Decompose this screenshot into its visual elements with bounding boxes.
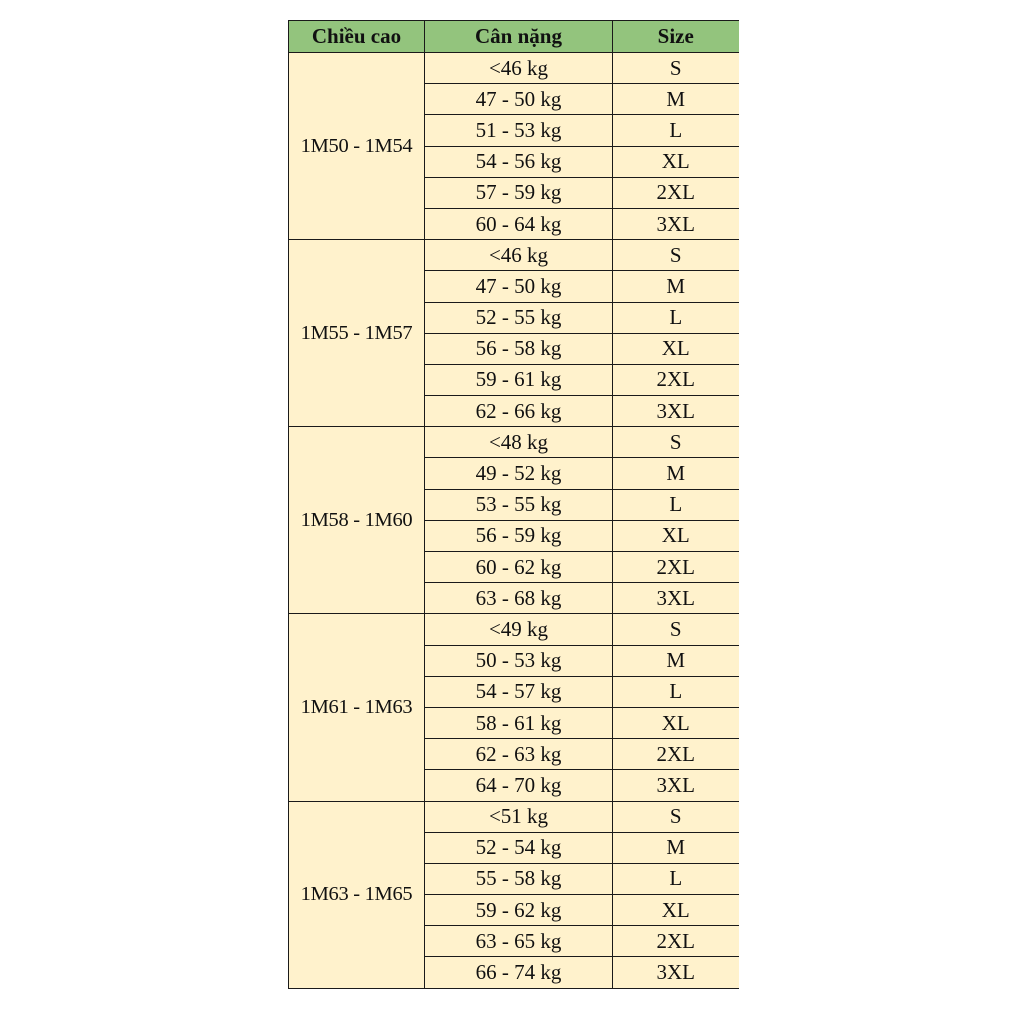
size-cell: 3XL: [613, 583, 739, 614]
size-cell: XL: [613, 333, 739, 364]
size-cell: 2XL: [613, 739, 739, 770]
size-cell: XL: [613, 146, 739, 177]
weight-cell: 54 - 57 kg: [425, 676, 613, 707]
size-cell: 2XL: [613, 552, 739, 583]
size-cell: M: [613, 458, 739, 489]
height-range-cell: 1M61 - 1M63: [289, 614, 425, 801]
size-cell: M: [613, 645, 739, 676]
weight-cell: 51 - 53 kg: [425, 115, 613, 146]
weight-cell: 56 - 59 kg: [425, 520, 613, 551]
weight-cell: <51 kg: [425, 801, 613, 832]
weight-cell: <46 kg: [425, 240, 613, 271]
table-row: [289, 53, 739, 84]
weight-cell: <46 kg: [425, 53, 613, 84]
weight-cell: 63 - 65 kg: [425, 926, 613, 957]
size-chart-body: [289, 53, 739, 989]
size-cell: 2XL: [613, 926, 739, 957]
header-weight: Cân nặng: [425, 21, 613, 53]
weight-cell: 50 - 53 kg: [425, 645, 613, 676]
size-cell: S: [613, 240, 739, 271]
size-cell: S: [613, 427, 739, 458]
weight-cell: <49 kg: [425, 614, 613, 645]
size-cell: 3XL: [613, 208, 739, 239]
size-cell: XL: [613, 707, 739, 738]
size-cell: S: [613, 801, 739, 832]
height-range-cell: 1M63 - 1M65: [289, 801, 425, 988]
weight-cell: 62 - 66 kg: [425, 396, 613, 427]
weight-cell: 56 - 58 kg: [425, 333, 613, 364]
size-cell: 3XL: [613, 770, 739, 801]
weight-cell: 49 - 52 kg: [425, 458, 613, 489]
height-range-cell: 1M55 - 1M57: [289, 240, 425, 427]
height-range-cell: 1M50 - 1M54: [289, 53, 425, 240]
weight-cell: <48 kg: [425, 427, 613, 458]
size-cell: L: [613, 489, 739, 520]
weight-cell: 66 - 74 kg: [425, 957, 613, 988]
size-cell: L: [613, 302, 739, 333]
weight-cell: 53 - 55 kg: [425, 489, 613, 520]
size-cell: 3XL: [613, 396, 739, 427]
weight-cell: 54 - 56 kg: [425, 146, 613, 177]
weight-cell: 47 - 50 kg: [425, 84, 613, 115]
size-cell: M: [613, 84, 739, 115]
weight-cell: 52 - 55 kg: [425, 302, 613, 333]
size-cell: 3XL: [613, 957, 739, 988]
size-cell: 2XL: [613, 177, 739, 208]
size-cell: M: [613, 271, 739, 302]
size-cell: L: [613, 863, 739, 894]
size-cell: S: [613, 614, 739, 645]
table-row: [289, 614, 739, 645]
weight-cell: 58 - 61 kg: [425, 707, 613, 738]
size-chart-header: [289, 21, 739, 53]
weight-cell: 55 - 58 kg: [425, 863, 613, 894]
table-row: [289, 427, 739, 458]
header-row: [289, 21, 739, 53]
table-row: [289, 801, 739, 832]
weight-cell: 57 - 59 kg: [425, 177, 613, 208]
size-cell: XL: [613, 520, 739, 551]
header-size: Size: [613, 21, 739, 53]
size-cell: XL: [613, 895, 739, 926]
size-cell: S: [613, 53, 739, 84]
weight-cell: 64 - 70 kg: [425, 770, 613, 801]
size-cell: M: [613, 832, 739, 863]
header-height: Chiều cao: [289, 21, 425, 53]
size-chart-table: [288, 20, 739, 989]
weight-cell: 47 - 50 kg: [425, 271, 613, 302]
size-cell: 2XL: [613, 364, 739, 395]
size-cell: L: [613, 115, 739, 146]
weight-cell: 62 - 63 kg: [425, 739, 613, 770]
weight-cell: 60 - 64 kg: [425, 208, 613, 239]
height-range-cell: 1M58 - 1M60: [289, 427, 425, 614]
weight-cell: 59 - 61 kg: [425, 364, 613, 395]
weight-cell: 52 - 54 kg: [425, 832, 613, 863]
weight-cell: 63 - 68 kg: [425, 583, 613, 614]
weight-cell: 59 - 62 kg: [425, 895, 613, 926]
size-cell: L: [613, 676, 739, 707]
table-row: [289, 240, 739, 271]
weight-cell: 60 - 62 kg: [425, 552, 613, 583]
